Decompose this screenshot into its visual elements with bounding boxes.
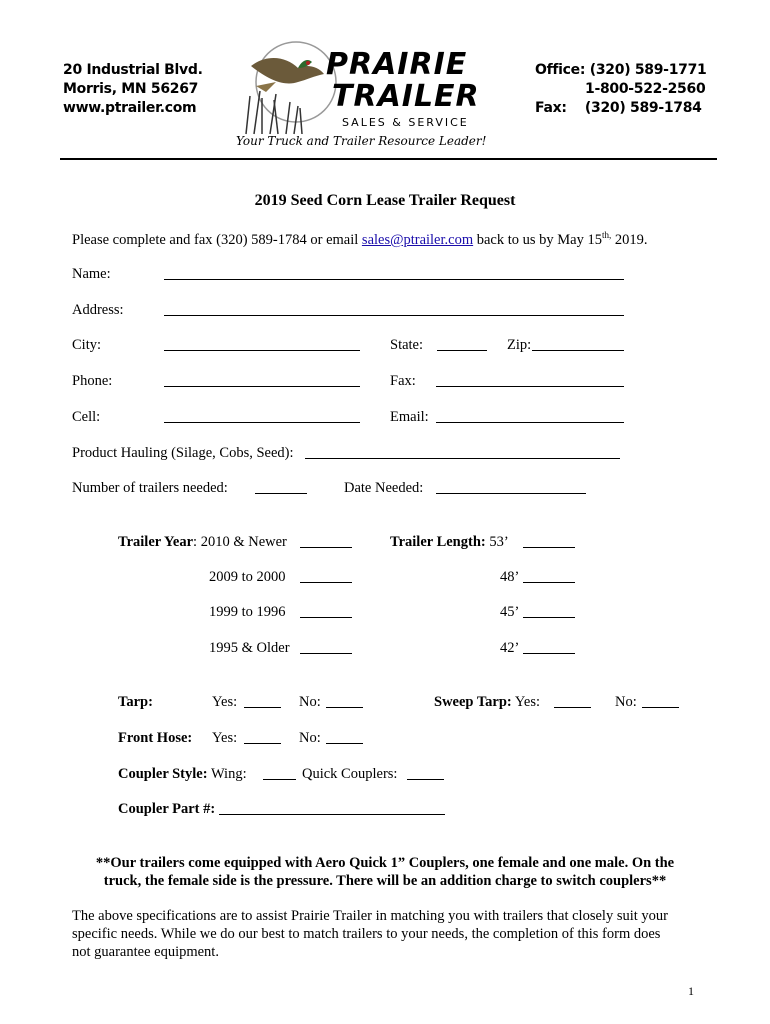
trailer-length-row <box>390 534 509 551</box>
coupler-part-field[interactable] <box>219 800 445 815</box>
trailer-length-field-0[interactable] <box>523 533 575 548</box>
page-number: 1 <box>688 984 694 998</box>
sweep-tarp-label: Sweep Tarp: <box>434 694 512 710</box>
tarp-yes-label: Yes: <box>212 694 238 710</box>
address-website: www.ptrailer.com <box>63 100 197 116</box>
pheasant-icon <box>236 36 340 136</box>
fax-phone: (320) 589-1784 <box>584 100 702 116</box>
date-needed-label: Date Needed: <box>344 480 424 496</box>
zip-field[interactable] <box>532 336 624 351</box>
state-field[interactable] <box>437 336 487 351</box>
coupler-part-label: Coupler Part #: <box>118 801 216 817</box>
cell-label: Cell: <box>72 409 101 425</box>
address-field[interactable] <box>164 301 624 316</box>
trailer-length-option-0: 53’ <box>489 534 509 550</box>
header-divider <box>60 158 717 160</box>
city-field[interactable] <box>164 336 360 351</box>
company-contact <box>535 61 706 118</box>
num-trailers-label: Number of trailers needed: <box>72 480 228 496</box>
coupler-style-label: Coupler Style: <box>118 766 208 782</box>
disclaimer-line3: not guarantee equipment. <box>72 944 219 960</box>
brand-name-line1: PRAIRIE <box>326 47 468 82</box>
trailer-year-label: Trailer Year <box>118 534 194 550</box>
front-hose-label: Front Hose: <box>118 730 193 746</box>
trailer-year-option-1: 2009 to 2000 <box>209 569 286 585</box>
office-row <box>535 61 706 80</box>
quick-couplers-field[interactable] <box>407 765 444 780</box>
tarp-no-label: No: <box>299 694 321 710</box>
trailer-length-field-1[interactable] <box>523 568 575 583</box>
trailer-year-option-2: 1999 to 1996 <box>209 604 286 620</box>
company-address <box>63 61 203 118</box>
wing-label: Wing: <box>210 766 247 782</box>
tarp-no-field[interactable] <box>326 693 363 708</box>
office-label: Office: <box>535 62 586 78</box>
front-hose-no-label: No: <box>299 730 321 746</box>
state-label: State: <box>390 337 424 353</box>
trailer-year-field-0[interactable] <box>300 533 352 548</box>
brand-subtitle: SALES & SERVICE <box>342 116 469 129</box>
wing-field[interactable] <box>263 765 296 780</box>
sweep-tarp-row <box>434 694 540 711</box>
trailer-length-label: Trailer Length: <box>390 534 486 550</box>
fax-field[interactable] <box>436 372 624 387</box>
trailer-year-option-3: 1995 & Older <box>209 640 290 656</box>
office-phone: (320) 589-1771 <box>589 62 707 78</box>
sales-email-link[interactable]: sales@ptrailer.com <box>361 231 474 248</box>
trailer-length-field-3[interactable] <box>523 639 575 654</box>
address-city: Morris, MN 56267 <box>63 81 199 97</box>
fax-label: Fax: <box>535 100 567 116</box>
coupler-notice-line2: truck, the female side is the pressure. There will be an addition charge to switch couplers** <box>103 873 667 889</box>
trailer-length-field-2[interactable] <box>523 603 575 618</box>
trailer-year-field-1[interactable] <box>300 568 352 583</box>
intro-text-2: back to us by May 15 <box>473 231 602 248</box>
form-intro <box>72 230 648 249</box>
name-label: Name: <box>72 266 111 282</box>
sweep-tarp-no-field[interactable] <box>642 693 679 708</box>
zip-label: Zip: <box>507 337 532 353</box>
quick-couplers-label: Quick Couplers: <box>302 766 398 782</box>
sweep-tarp-yes-label: Yes: <box>514 694 540 710</box>
trailer-length-option-3: 42’ <box>500 640 520 656</box>
fax-field-label: Fax: <box>390 373 416 389</box>
intro-sup: th, <box>602 230 612 240</box>
trailer-year-option-0: 2010 & Newer <box>200 534 287 550</box>
disclaimer-line1: The above specifications are to assist Prairie Trailer in matching you with trailers that closely suit your <box>72 908 668 924</box>
fax-row <box>535 99 706 118</box>
trailer-length-option-1: 48’ <box>500 569 520 585</box>
brand-tagline: Your Truck and Trailer Resource Leader! <box>236 134 487 148</box>
cell-field[interactable] <box>164 408 360 423</box>
phone-label: Phone: <box>72 373 113 389</box>
address-street: 20 Industrial Blvd. <box>63 62 203 78</box>
front-hose-yes-field[interactable] <box>244 729 281 744</box>
trailer-year-field-3[interactable] <box>300 639 352 654</box>
tarp-yes-field[interactable] <box>244 693 281 708</box>
tollfree-phone: 1-800-522-2560 <box>585 81 706 97</box>
num-trailers-field[interactable] <box>255 479 307 494</box>
front-hose-yes-label: Yes: <box>212 730 238 746</box>
phone-field[interactable] <box>164 372 360 387</box>
front-hose-no-field[interactable] <box>326 729 363 744</box>
date-needed-field[interactable] <box>436 479 586 494</box>
sweep-tarp-yes-field[interactable] <box>554 693 591 708</box>
product-hauling-label: Product Hauling (Silage, Cobs, Seed): <box>72 445 294 461</box>
trailer-length-option-2: 45’ <box>500 604 520 620</box>
name-field[interactable] <box>164 265 624 280</box>
disclaimer-line2: specific needs. While we do our best to match trailers to your needs, the completion of this form does <box>72 926 661 942</box>
trailer-year-row: Trailer Year: 2010 & Newer <box>118 534 287 550</box>
brand-name-line2: TRAILER <box>332 79 480 114</box>
sweep-tarp-no-label: No: <box>615 694 637 710</box>
trailer-year-field-2[interactable] <box>300 603 352 618</box>
email-label: Email: <box>390 409 429 425</box>
form-title: 2019 Seed Corn Lease Trailer Request <box>254 192 516 209</box>
intro-year: 2019. <box>611 231 648 248</box>
city-label: City: <box>72 337 102 353</box>
prairie-trailer-logo <box>236 36 506 148</box>
product-hauling-field[interactable] <box>305 444 620 459</box>
address-label: Address: <box>72 302 124 318</box>
intro-text: Please complete and fax (320) 589-1784 or email <box>72 231 362 248</box>
email-field[interactable] <box>436 408 624 423</box>
coupler-notice-line1: **Our trailers come equipped with Aero Quick 1” Couplers, one female and one male. On the <box>95 855 675 871</box>
coupler-style-row <box>118 766 247 783</box>
tarp-label: Tarp: <box>118 694 153 710</box>
